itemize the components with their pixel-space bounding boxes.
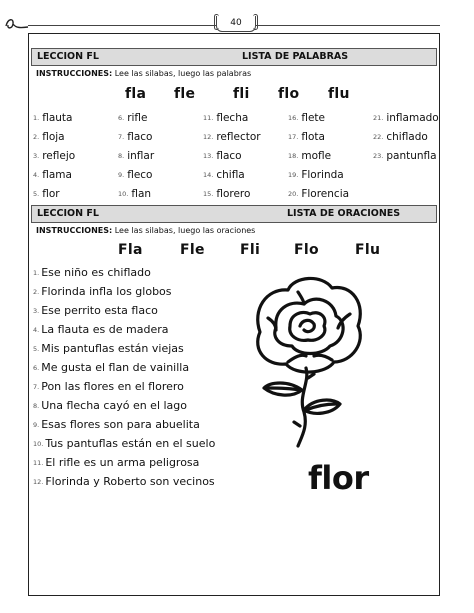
- word-item: 3. reflejo: [33, 150, 76, 162]
- sentence-item: 1. Ese niño es chiflado: [33, 266, 151, 279]
- syllable: flu: [328, 86, 350, 102]
- word-item: 23. pantunfla: [373, 150, 437, 162]
- syllable: fli: [233, 86, 250, 102]
- section2-instructions-text: Lee las silabas, luego las oraciones: [114, 226, 256, 235]
- word-item: 11. flecha: [203, 112, 249, 124]
- sentence-item: 4. La flauta es de madera: [33, 323, 169, 336]
- syllable: fle: [174, 86, 196, 102]
- section2-instructions-label: INSTRUCCIONES:: [36, 226, 113, 235]
- syllable: Fli: [240, 242, 261, 258]
- word-item: 5. flor: [33, 188, 60, 200]
- section2-header-band: [31, 205, 437, 223]
- section2-instructions: [36, 226, 255, 235]
- sentence-item: 11. El rifle es un arma peligrosa: [33, 456, 200, 469]
- sentence-item: 7. Pon las flores en el florero: [33, 380, 184, 393]
- word-item: 13. flaco: [203, 150, 242, 162]
- sentence-item: 3. Ese perrito esta flaco: [33, 304, 158, 317]
- word-item: 15. florero: [203, 188, 251, 200]
- section1-list-title: LISTA DE PALABRAS: [242, 51, 349, 62]
- syllable: fla: [125, 86, 147, 102]
- section1-instructions-text: Lee las silabas, luego las palabras: [114, 69, 252, 78]
- word-item: 2. floja: [33, 131, 65, 143]
- word-item: 12. reflector: [203, 131, 261, 143]
- word-item: 6. rifle: [118, 112, 148, 124]
- sentence-item: 6. Me gusta el flan de vainilla: [33, 361, 190, 374]
- sentence-item: 12. Florinda y Roberto son vecinos: [33, 475, 215, 488]
- sentence-item: 9. Esas flores son para abuelita: [33, 418, 200, 431]
- page-number: 40: [216, 16, 256, 32]
- sentence-item: 8. Una flecha cayó en el lago: [33, 399, 188, 412]
- word-item: 18. mofle: [288, 150, 332, 162]
- word-item: 17. flota: [288, 131, 325, 143]
- word-item: 22. chiflado: [373, 131, 428, 143]
- rose-illustration: [248, 270, 368, 448]
- word-item: 8. inflar: [118, 150, 155, 162]
- swirl-ornament-icon: [4, 16, 30, 32]
- section1-lesson: LECCION FL: [37, 51, 99, 62]
- syllable: Fle: [180, 242, 205, 258]
- section2-lesson: LECCION FL: [37, 208, 99, 219]
- section1-header-band: [31, 48, 437, 66]
- word-item: 21. inflamado: [373, 112, 439, 124]
- sentence-item: 5. Mis pantuflas están viejas: [33, 342, 184, 355]
- word-item: 16. flete: [288, 112, 325, 124]
- section1-instructions: [36, 69, 251, 78]
- word-item: 10. flan: [118, 188, 152, 200]
- word-item: 7. flaco: [118, 131, 153, 143]
- syllable: Flo: [294, 242, 319, 258]
- syllable: flo: [278, 86, 300, 102]
- syllable: Flu: [355, 242, 381, 258]
- word-item: 14. chifla: [203, 169, 245, 181]
- syllable: Fla: [118, 242, 143, 258]
- section1-instructions-label: INSTRUCCIONES:: [36, 69, 113, 78]
- word-item: 20. Florencia: [288, 188, 350, 200]
- word-item: 19. Florinda: [288, 169, 344, 181]
- sentence-item: 10. Tus pantuflas están en el suelo: [33, 437, 216, 450]
- sentence-item: 2. Florinda infla los globos: [33, 285, 172, 298]
- word-item: 1. flauta: [33, 112, 73, 124]
- word-item: 4. flama: [33, 169, 72, 181]
- picture-word: flor: [308, 459, 369, 497]
- word-item: 9. fleco: [118, 169, 153, 181]
- section2-list-title: LISTA DE ORACIONES: [287, 208, 401, 219]
